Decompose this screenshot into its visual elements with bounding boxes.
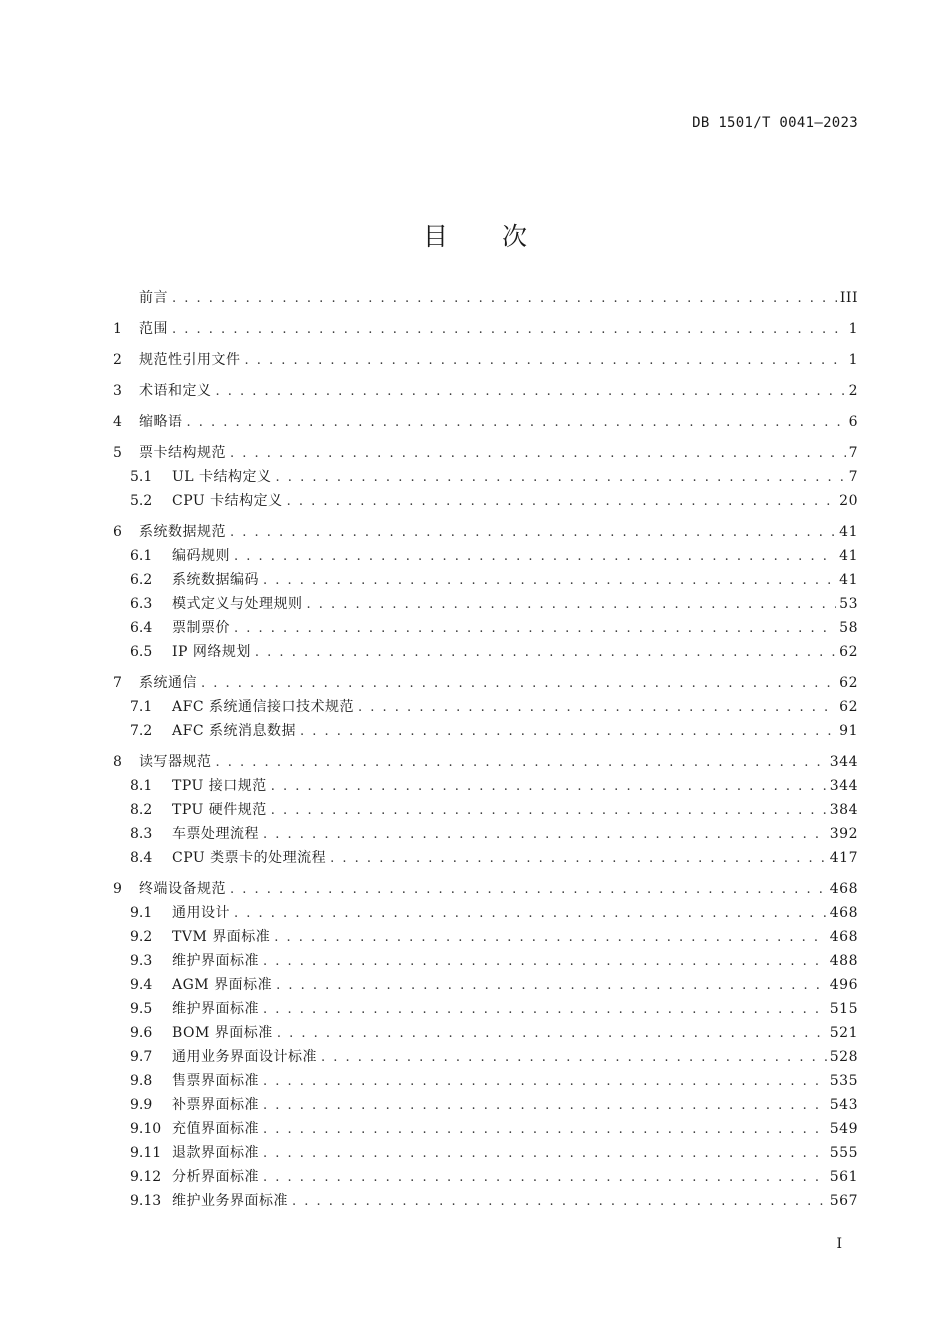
toc-dot-leader (276, 466, 846, 490)
toc-dot-leader (230, 521, 836, 545)
toc-entry[interactable] (113, 616, 858, 640)
toc-entry-page: III (839, 290, 858, 306)
toc-entry[interactable] (113, 441, 858, 465)
toc-entry-page: 344 (829, 754, 858, 770)
toc-entry-page: 41 (839, 572, 858, 588)
toc-entry-page: 535 (829, 1073, 858, 1089)
toc-entry-number: 9.10 (130, 1121, 162, 1137)
toc-entry-page: 549 (829, 1121, 858, 1137)
toc-entry-number: 8.3 (130, 826, 153, 842)
toc-dot-leader (230, 878, 827, 902)
toc-entry[interactable] (113, 901, 858, 925)
toc-dot-leader (263, 569, 836, 593)
toc-entry-label: 系统通信 (139, 675, 197, 691)
toc-entry[interactable] (113, 379, 858, 403)
toc-entry-number: 3 (113, 383, 122, 399)
toc-dot-leader (330, 847, 827, 871)
toc-entry-label: IP 网络规划 (172, 644, 251, 660)
toc-entry-number: 7.2 (130, 723, 153, 739)
toc-entry-number: 8 (113, 754, 122, 770)
toc-entry-number: 5 (113, 445, 122, 461)
toc-entry-page: 468 (829, 905, 858, 921)
toc-entry-page: 7 (848, 445, 858, 461)
toc-entry-label: 车票处理流程 (172, 826, 259, 842)
toc-entry-number: 5.2 (130, 493, 153, 509)
toc-entry[interactable] (113, 997, 858, 1021)
toc-entry-label: CPU 卡结构定义 (172, 493, 283, 509)
toc-entry[interactable] (113, 410, 858, 434)
toc-dot-leader (230, 442, 846, 466)
toc-dot-leader (234, 902, 827, 926)
toc-entry-label: AGM 界面标准 (172, 977, 273, 993)
toc-entry-number: 9.3 (130, 953, 153, 969)
toc-entry[interactable] (113, 348, 858, 372)
toc-entry[interactable] (113, 465, 858, 489)
toc-entry-label: 读写器规范 (139, 754, 212, 770)
toc-dot-leader (277, 1022, 827, 1046)
toc-entry-page: 543 (829, 1097, 858, 1113)
toc-dot-leader (172, 318, 846, 342)
toc-entry-label: 维护业务界面标准 (172, 1193, 288, 1209)
toc-entry[interactable] (113, 822, 858, 846)
toc-entry-label: 票制票价 (172, 620, 230, 636)
toc-entry-number: 9.2 (130, 929, 153, 945)
toc-entry[interactable] (113, 544, 858, 568)
toc-entry-label: TPU 接口规范 (172, 778, 267, 794)
toc-entry-page: 62 (839, 675, 858, 691)
toc-dot-leader (234, 545, 836, 569)
toc-entry[interactable] (113, 568, 858, 592)
toc-entry-number: 9.4 (130, 977, 153, 993)
toc-entry[interactable] (113, 489, 858, 513)
toc-entry-page: 91 (839, 723, 858, 739)
toc-entry-number: 5.1 (130, 469, 153, 485)
toc-entry-page: 417 (829, 850, 858, 866)
toc-entry-number: 7.1 (130, 699, 153, 715)
toc-dot-leader (187, 411, 846, 435)
toc-entry-number: 6.4 (130, 620, 153, 636)
toc-entry-page: 41 (839, 548, 858, 564)
toc-entry[interactable] (113, 1093, 858, 1117)
toc-entry-number: 2 (113, 352, 122, 368)
toc-entry[interactable] (113, 1069, 858, 1093)
toc-entry[interactable] (113, 592, 858, 616)
toc-entry-label: 前言 (139, 290, 168, 306)
toc-dot-leader (263, 1094, 827, 1118)
toc-entry-number: 9.13 (130, 1193, 162, 1209)
toc-entry-label: 系统数据规范 (139, 524, 226, 540)
toc-dot-leader (271, 775, 827, 799)
toc-entry-number: 8.1 (130, 778, 153, 794)
toc-entry-number: 7 (113, 675, 122, 691)
toc-entry[interactable] (113, 695, 858, 719)
footer-page-number: I (836, 1236, 842, 1252)
toc-dot-leader (263, 1118, 827, 1142)
toc-dot-leader (263, 823, 827, 847)
toc-entry-page: 555 (829, 1145, 858, 1161)
toc-entry[interactable] (113, 1021, 858, 1045)
toc-entry-label: AFC 系统通信接口技术规范 (172, 699, 354, 715)
toc-dot-leader (263, 950, 827, 974)
toc-entry-page: 2 (848, 383, 858, 399)
toc-entry-label: 规范性引用文件 (139, 352, 241, 368)
toc-entry-number: 6 (113, 524, 122, 540)
toc-entry-label: CPU 类票卡的处理流程 (172, 850, 327, 866)
toc-entry-page: 561 (829, 1169, 858, 1185)
toc-entry[interactable] (113, 925, 858, 949)
toc-dot-leader (287, 490, 837, 514)
toc-entry[interactable] (113, 774, 858, 798)
toc-entry-number: 6.5 (130, 644, 153, 660)
toc-entry-number: 9 (113, 881, 122, 897)
toc-entry-page: 344 (829, 778, 858, 794)
toc-entry[interactable] (113, 750, 858, 774)
toc-entry-label: 通用设计 (172, 905, 230, 921)
toc-entry-number: 6.1 (130, 548, 153, 564)
toc-entry-label: 票卡结构规范 (139, 445, 226, 461)
toc-dot-leader (307, 593, 837, 617)
toc-entry-number: 4 (113, 414, 122, 430)
toc-dot-leader (263, 1166, 827, 1190)
toc-dot-leader (263, 1142, 827, 1166)
toc-entry-label: 模式定义与处理规则 (172, 596, 303, 612)
toc-entry-label: 系统数据编码 (172, 572, 259, 588)
toc-entry-label: 补票界面标准 (172, 1097, 259, 1113)
toc-entry-label: 通用业务界面设计标准 (172, 1049, 317, 1065)
toc-entry-page: 528 (829, 1049, 858, 1065)
toc-dot-leader (263, 998, 827, 1022)
toc-entry[interactable] (113, 973, 858, 997)
toc-entry-page: 20 (839, 493, 858, 509)
toc-dot-leader (321, 1046, 827, 1070)
toc-entry-label: 售票界面标准 (172, 1073, 259, 1089)
toc-entry-page: 515 (829, 1001, 858, 1017)
toc-entry-number: 9.12 (130, 1169, 162, 1185)
toc-entry-label: 充值界面标准 (172, 1121, 259, 1137)
toc-entry-page: 53 (839, 596, 858, 612)
toc-entry-label: 退款界面标准 (172, 1145, 259, 1161)
toc-entry-page: 62 (839, 644, 858, 660)
toc-entry-page: 1 (848, 321, 858, 337)
toc-entry-number: 9.9 (130, 1097, 153, 1113)
page-title: 目次 (422, 221, 581, 251)
toc-entry-label: 术语和定义 (139, 383, 212, 399)
toc-dot-leader (276, 974, 827, 998)
toc-dot-leader (245, 349, 846, 373)
toc-entry[interactable] (113, 1165, 858, 1189)
toc-dot-leader (271, 799, 827, 823)
toc-entry-label: TVM 界面标准 (172, 929, 271, 945)
toc-dot-leader (274, 926, 827, 950)
toc-entry[interactable] (113, 640, 858, 664)
toc-entry-number: 9.11 (130, 1145, 162, 1161)
table-of-contents (113, 286, 858, 1213)
toc-entry-page: 41 (839, 524, 858, 540)
toc-entry[interactable] (113, 877, 858, 901)
toc-entry-label: BOM 界面标准 (172, 1025, 273, 1041)
toc-entry[interactable] (113, 798, 858, 822)
toc-entry-label: 终端设备规范 (139, 881, 226, 897)
toc-entry-page: 6 (848, 414, 858, 430)
toc-entry-page: 62 (839, 699, 858, 715)
document-code: DB 1501/T 0041—2023 (692, 115, 858, 131)
toc-entry[interactable] (113, 1045, 858, 1069)
toc-entry-page: 488 (829, 953, 858, 969)
toc-entry[interactable] (113, 520, 858, 544)
toc-entry[interactable] (113, 949, 858, 973)
toc-entry[interactable] (113, 286, 858, 310)
toc-entry-label: UL 卡结构定义 (172, 469, 272, 485)
toc-entry-number: 9.7 (130, 1049, 153, 1065)
toc-entry[interactable] (113, 1141, 858, 1165)
toc-entry-label: 编码规则 (172, 548, 230, 564)
toc-entry[interactable] (113, 846, 858, 870)
toc-entry-page: 468 (829, 929, 858, 945)
toc-entry-label: 缩略语 (139, 414, 183, 430)
toc-entry-label: TPU 硬件规范 (172, 802, 267, 818)
toc-entry-number: 9.8 (130, 1073, 153, 1089)
toc-entry-label: 维护界面标准 (172, 953, 259, 969)
toc-entry[interactable] (113, 317, 858, 341)
toc-entry-number: 9.1 (130, 905, 153, 921)
toc-entry[interactable] (113, 671, 858, 695)
toc-entry-number: 1 (113, 321, 122, 337)
toc-entry-number: 6.2 (130, 572, 153, 588)
toc-entry-number: 6.3 (130, 596, 153, 612)
toc-entry[interactable] (113, 1189, 858, 1213)
toc-dot-leader (216, 751, 827, 775)
toc-entry[interactable] (113, 1117, 858, 1141)
toc-entry-page: 567 (829, 1193, 858, 1209)
toc-entry-label: 范围 (139, 321, 168, 337)
toc-dot-leader (358, 696, 836, 720)
toc-entry-label: AFC 系统消息数据 (172, 723, 296, 739)
toc-dot-leader (292, 1190, 827, 1214)
toc-entry-page: 384 (829, 802, 858, 818)
toc-entry-page: 496 (829, 977, 858, 993)
toc-entry-page: 521 (829, 1025, 858, 1041)
toc-entry-page: 7 (848, 469, 858, 485)
toc-dot-leader (234, 617, 836, 641)
toc-entry-number: 9.6 (130, 1025, 153, 1041)
toc-entry-page: 1 (848, 352, 858, 368)
toc-dot-leader (216, 380, 846, 404)
toc-dot-leader (263, 1070, 827, 1094)
toc-entry-page: 468 (829, 881, 858, 897)
toc-dot-leader (201, 672, 836, 696)
toc-entry-number: 9.5 (130, 1001, 153, 1017)
toc-entry-page: 58 (839, 620, 858, 636)
toc-entry-label: 维护界面标准 (172, 1001, 259, 1017)
toc-dot-leader (255, 641, 836, 665)
toc-entry-label: 分析界面标准 (172, 1169, 259, 1185)
toc-dot-leader (172, 287, 837, 311)
toc-entry-page: 392 (829, 826, 858, 842)
toc-entry[interactable] (113, 719, 858, 743)
toc-entry-number: 8.4 (130, 850, 153, 866)
toc-dot-leader (300, 720, 836, 744)
toc-entry-number: 8.2 (130, 802, 153, 818)
